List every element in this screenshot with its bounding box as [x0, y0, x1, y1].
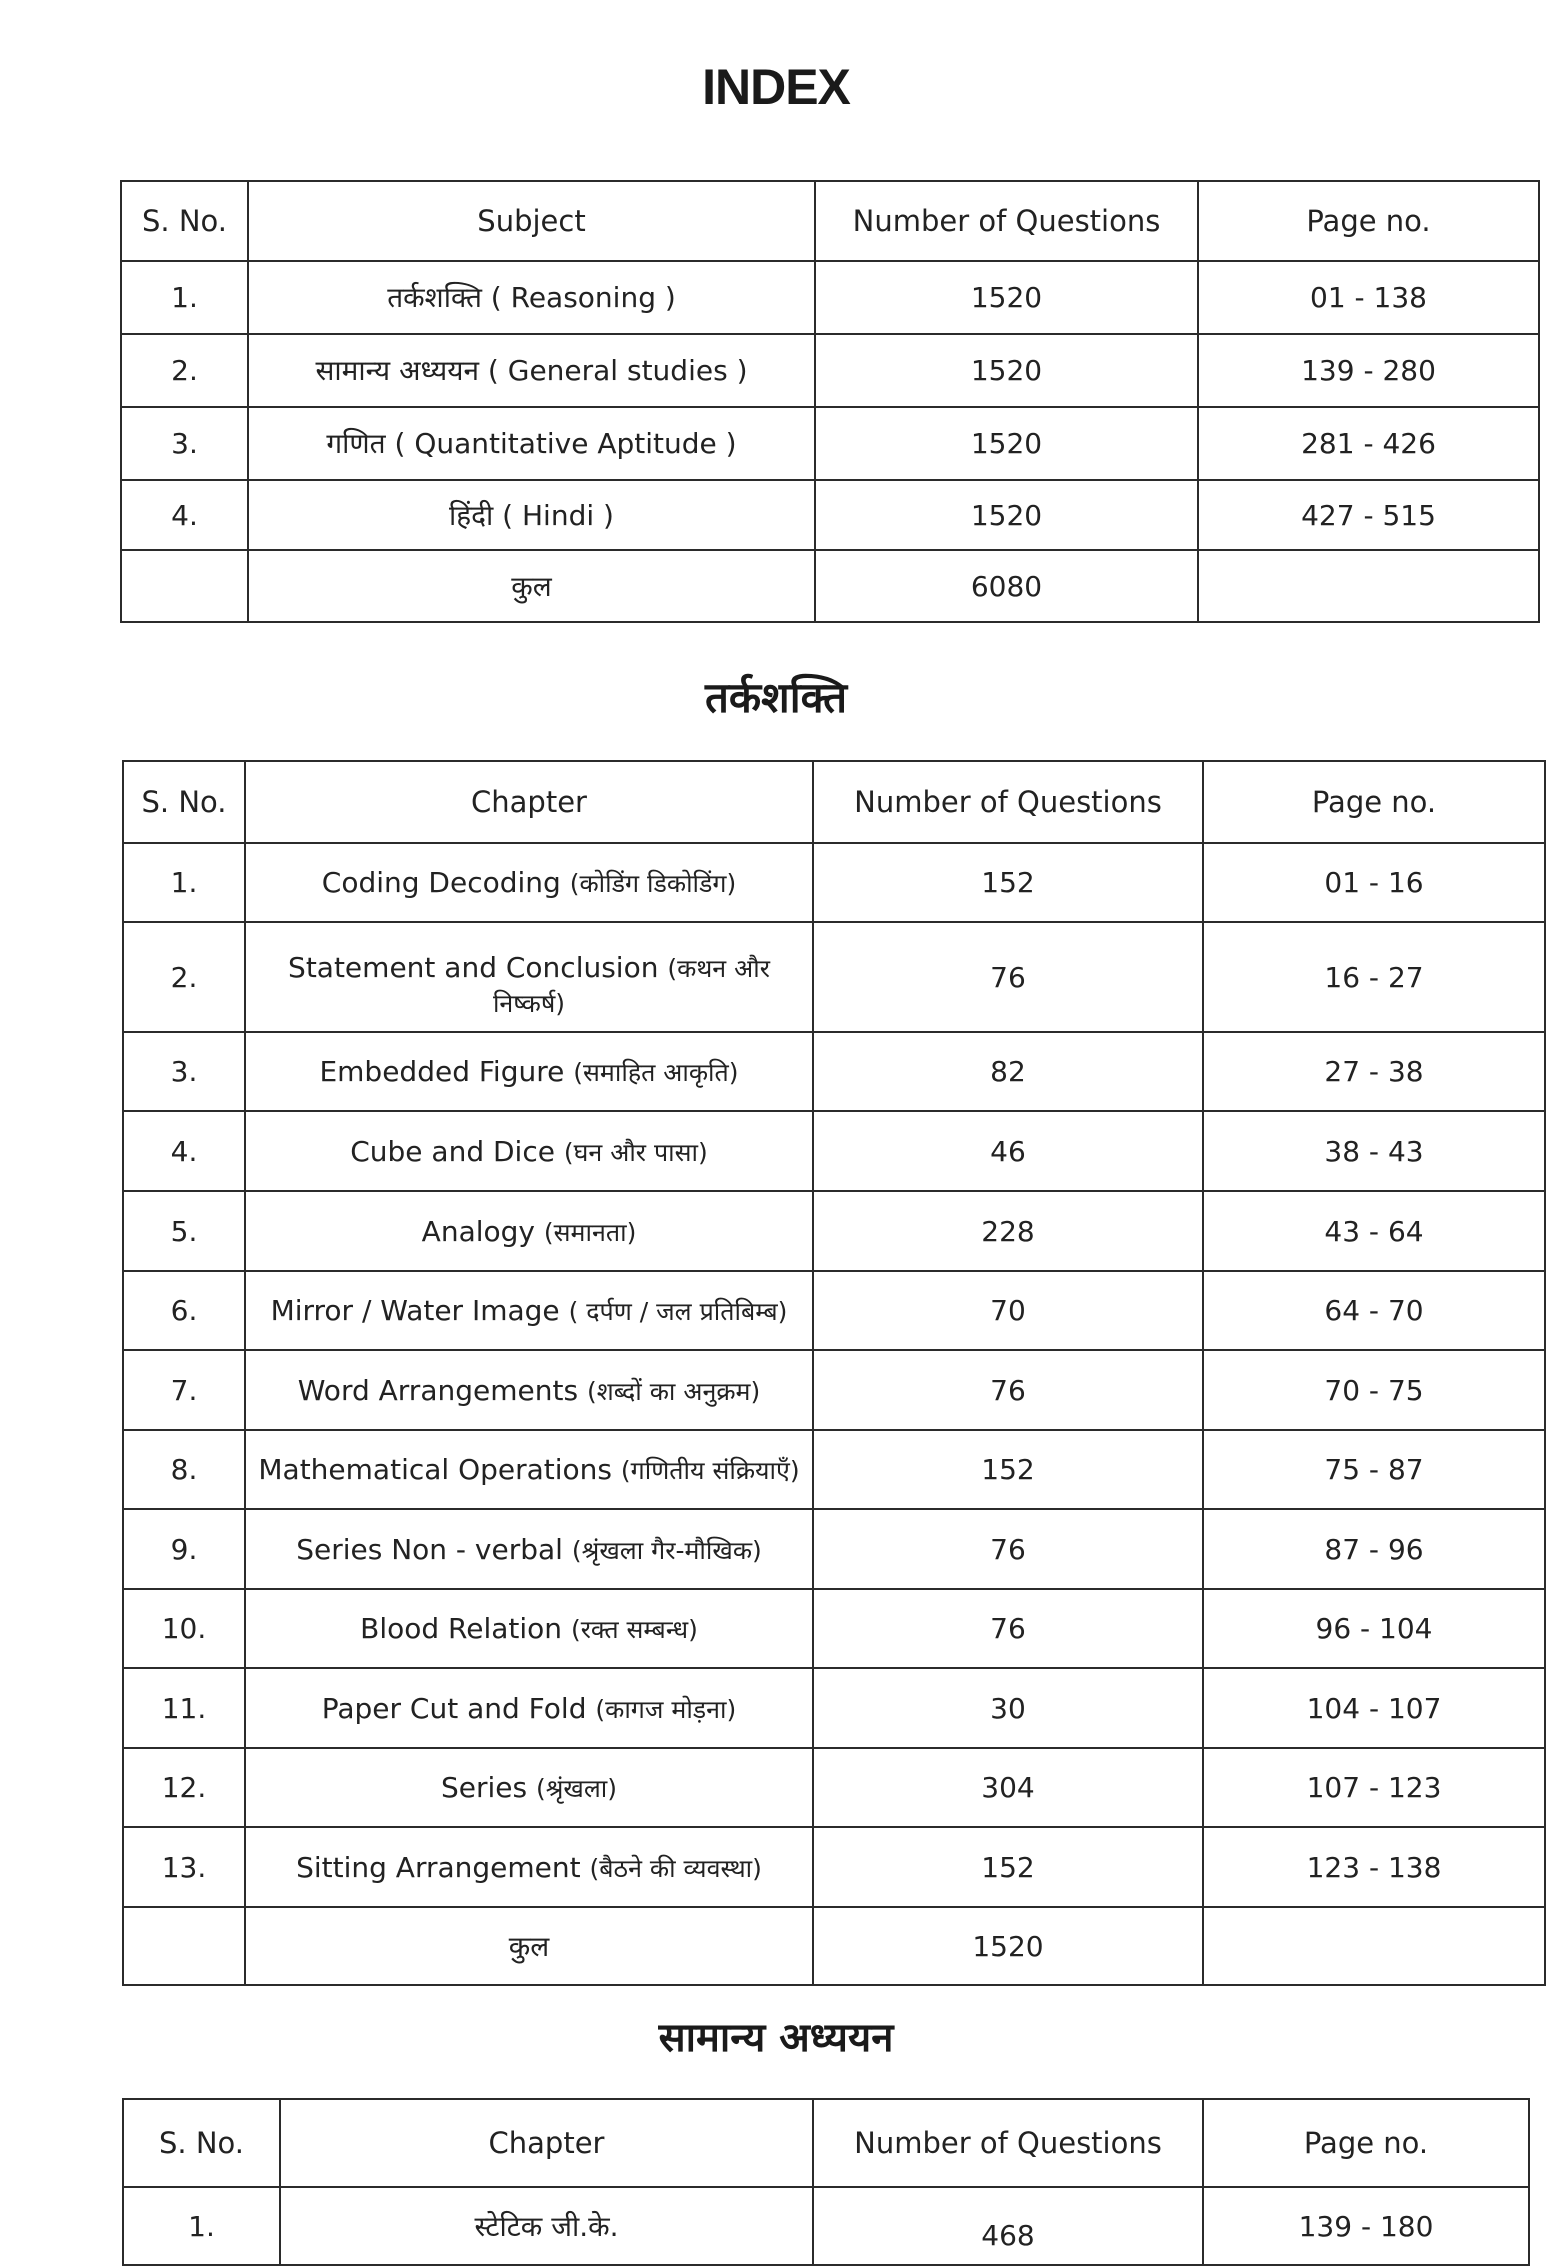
- question-count: 152: [813, 1827, 1203, 1907]
- question-count: 82: [813, 1032, 1203, 1111]
- page-range: 107 - 123: [1203, 1748, 1545, 1827]
- page-range: 427 - 515: [1198, 480, 1539, 550]
- serial-number: 4.: [123, 1111, 245, 1191]
- chapter-name-hindi: (घन और पासा): [563, 1137, 708, 1167]
- subject-cell: हिंदी ( Hindi ): [248, 480, 815, 550]
- chapter-cell: [245, 1668, 813, 1748]
- page-range: 75 - 87: [1203, 1430, 1545, 1509]
- chapter-name: Sitting Arrangement: [296, 1850, 581, 1884]
- chapter-cell: स्टेटिक जी.के.: [280, 2187, 813, 2265]
- page-range: 87 - 96: [1203, 1509, 1545, 1589]
- table-row: [121, 480, 1539, 550]
- subject-cell: गणित ( Quantitative Aptitude ): [248, 407, 815, 480]
- table-row: [123, 1430, 1545, 1509]
- chapter-cell: [245, 1271, 813, 1350]
- reasoning-table: [122, 760, 1546, 1986]
- column-header: Subject: [248, 181, 815, 261]
- chapter-name-hindi: (कागज मोड़ना): [595, 1694, 737, 1724]
- question-count: 76: [813, 1350, 1203, 1430]
- serial-number: 7.: [123, 1350, 245, 1430]
- chapter-name: Embedded Figure: [319, 1055, 565, 1088]
- chapter-name: Coding Decoding: [321, 866, 561, 899]
- subject-cell: तर्कशक्ति ( Reasoning ): [248, 261, 815, 334]
- page-range: 38 - 43: [1203, 1111, 1545, 1191]
- chapter-cell: [245, 1430, 813, 1509]
- column-header: Page no.: [1203, 2099, 1529, 2187]
- chapter-name: Series Non - verbal: [296, 1532, 563, 1566]
- serial-number: 13.: [123, 1827, 245, 1907]
- chapter-name: Analogy: [421, 1214, 535, 1248]
- column-header: Number of Questions: [813, 2099, 1203, 2187]
- empty-cell: [1203, 1907, 1545, 1985]
- question-count: 1520: [815, 261, 1198, 334]
- column-header: S. No.: [121, 181, 248, 261]
- table-row: [121, 334, 1539, 407]
- column-header: Chapter: [245, 761, 813, 843]
- table-row: [123, 843, 1545, 922]
- question-count: 76: [813, 1589, 1203, 1668]
- chapter-name-hindi: (गणितीय संक्रियाएँ): [620, 1456, 800, 1485]
- page-range: 01 - 138: [1198, 261, 1539, 334]
- column-header: S. No.: [123, 2099, 280, 2187]
- question-count: 70: [813, 1271, 1203, 1350]
- chapter-name: Mathematical Operations: [258, 1453, 613, 1486]
- question-count: 1520: [815, 480, 1198, 550]
- question-count: 228: [813, 1191, 1203, 1271]
- chapter-name: Mirror / Water Image: [270, 1294, 560, 1327]
- empty-cell: [123, 1907, 245, 1985]
- table-row: [123, 1271, 1545, 1350]
- serial-number: 8.: [123, 1430, 245, 1509]
- table-row: [123, 1191, 1545, 1271]
- chapter-cell: [245, 922, 813, 1032]
- chapter-cell: [245, 1350, 813, 1430]
- page-range: 01 - 16: [1203, 843, 1545, 922]
- table-row: [123, 1827, 1545, 1907]
- serial-number: 6.: [123, 1271, 245, 1350]
- page-range: 104 - 107: [1203, 1668, 1545, 1748]
- general-studies-section-title: सामान्य अध्ययन: [658, 2015, 894, 2061]
- page-range: 64 - 70: [1203, 1271, 1545, 1350]
- total-questions: 1520: [813, 1907, 1203, 1985]
- table-header-row: [123, 761, 1545, 843]
- serial-number: 12.: [123, 1748, 245, 1827]
- chapter-cell: [245, 1111, 813, 1191]
- page-range: 123 - 138: [1203, 1827, 1545, 1907]
- table-row: [121, 261, 1539, 334]
- serial-number: 4.: [121, 480, 248, 550]
- table-header-row: [121, 181, 1539, 261]
- page-range: 43 - 64: [1203, 1191, 1545, 1271]
- question-count: 76: [813, 922, 1203, 1032]
- serial-number: 2.: [121, 334, 248, 407]
- empty-cell: [121, 550, 248, 622]
- table-row: [123, 1350, 1545, 1430]
- total-row: [121, 550, 1539, 622]
- chapter-name-hindi: (कथन और निष्कर्ष): [492, 954, 770, 1018]
- column-header: Chapter: [280, 2099, 813, 2187]
- subject-cell: सामान्य अध्ययन ( General studies ): [248, 334, 815, 407]
- chapter-name: Word Arrangements: [297, 1373, 579, 1407]
- question-count: 152: [813, 1430, 1203, 1509]
- table-row: [121, 407, 1539, 480]
- question-count: 76: [813, 1509, 1203, 1589]
- table-row: [123, 1748, 1545, 1827]
- chapter-cell: [245, 1191, 813, 1271]
- column-header: S. No.: [123, 761, 245, 843]
- table-row: [123, 2187, 1529, 2265]
- table-row: [123, 1509, 1545, 1589]
- general-studies-table: [122, 2098, 1530, 2266]
- serial-number: 5.: [123, 1191, 245, 1271]
- chapter-name: Statement and Conclusion: [288, 951, 659, 984]
- chapter-name-hindi: (श्रृंखला): [535, 1774, 618, 1803]
- chapter-cell: [245, 1032, 813, 1111]
- chapter-name-hindi: (कोडिंग डिकोडिंग): [569, 869, 737, 898]
- serial-number: 2.: [123, 922, 245, 1032]
- serial-number: 10.: [123, 1589, 245, 1668]
- question-count: 152: [813, 843, 1203, 922]
- chapter-name-hindi: (श्रृंखला गैर-मौखिक): [571, 1535, 762, 1565]
- chapter-name-hindi: (समानता): [543, 1217, 637, 1247]
- total-label: कुल: [248, 550, 815, 622]
- reasoning-section-title: तर्कशक्ति: [704, 673, 848, 722]
- chapter-name: Blood Relation: [360, 1612, 563, 1645]
- table-row: [123, 1032, 1545, 1111]
- chapter-cell: [245, 1827, 813, 1907]
- total-row: [123, 1907, 1545, 1985]
- page-range: 139 - 280: [1198, 334, 1539, 407]
- page-range: 139 - 180: [1203, 2187, 1529, 2265]
- index-table: [120, 180, 1540, 623]
- serial-number: 1.: [121, 261, 248, 334]
- index-title: INDEX: [702, 59, 850, 115]
- question-count: 1520: [815, 407, 1198, 480]
- serial-number: 9.: [123, 1509, 245, 1589]
- page-range: 281 - 426: [1198, 407, 1539, 480]
- chapter-name-hindi: (बैठने की व्यवस्था): [589, 1853, 762, 1883]
- chapter-name-hindi: (समाहित आकृति): [573, 1058, 739, 1087]
- chapter-cell: [245, 1748, 813, 1827]
- chapter-name-hindi: ( दर्पण / जल प्रतिबिम्ब): [568, 1297, 788, 1326]
- chapter-name: Cube and Dice: [350, 1134, 555, 1168]
- empty-cell: [1198, 550, 1539, 622]
- total-questions: 6080: [815, 550, 1198, 622]
- question-count: 1520: [815, 334, 1198, 407]
- chapter-name: Paper Cut and Fold: [321, 1691, 587, 1725]
- page-range: 16 - 27: [1203, 922, 1545, 1032]
- chapter-cell: [245, 843, 813, 922]
- page-range: 96 - 104: [1203, 1589, 1545, 1668]
- question-count: 30: [813, 1668, 1203, 1748]
- serial-number: 11.: [123, 1668, 245, 1748]
- total-label: कुल: [245, 1907, 813, 1985]
- chapter-name: Series: [440, 1771, 528, 1804]
- table-row: [123, 1668, 1545, 1748]
- column-header: Page no.: [1203, 761, 1545, 843]
- table-row: [123, 922, 1545, 1032]
- question-count: 468: [813, 2187, 1203, 2265]
- table-header-row: [123, 2099, 1529, 2187]
- column-header: Number of Questions: [815, 181, 1198, 261]
- chapter-name-hindi: (रक्त सम्बन्ध): [570, 1615, 698, 1644]
- table-row: [123, 1589, 1545, 1668]
- chapter-name-hindi: (शब्दों का अनुक्रम): [586, 1376, 761, 1406]
- chapter-cell: [245, 1509, 813, 1589]
- column-header: Page no.: [1198, 181, 1539, 261]
- column-header: Number of Questions: [813, 761, 1203, 843]
- question-count: 46: [813, 1111, 1203, 1191]
- table-row: [123, 1111, 1545, 1191]
- page-range: 27 - 38: [1203, 1032, 1545, 1111]
- serial-number: 3.: [123, 1032, 245, 1111]
- serial-number: 3.: [121, 407, 248, 480]
- serial-number: 1.: [123, 843, 245, 922]
- question-count: 304: [813, 1748, 1203, 1827]
- page-range: 70 - 75: [1203, 1350, 1545, 1430]
- serial-number: 1.: [123, 2187, 280, 2265]
- chapter-cell: [245, 1589, 813, 1668]
